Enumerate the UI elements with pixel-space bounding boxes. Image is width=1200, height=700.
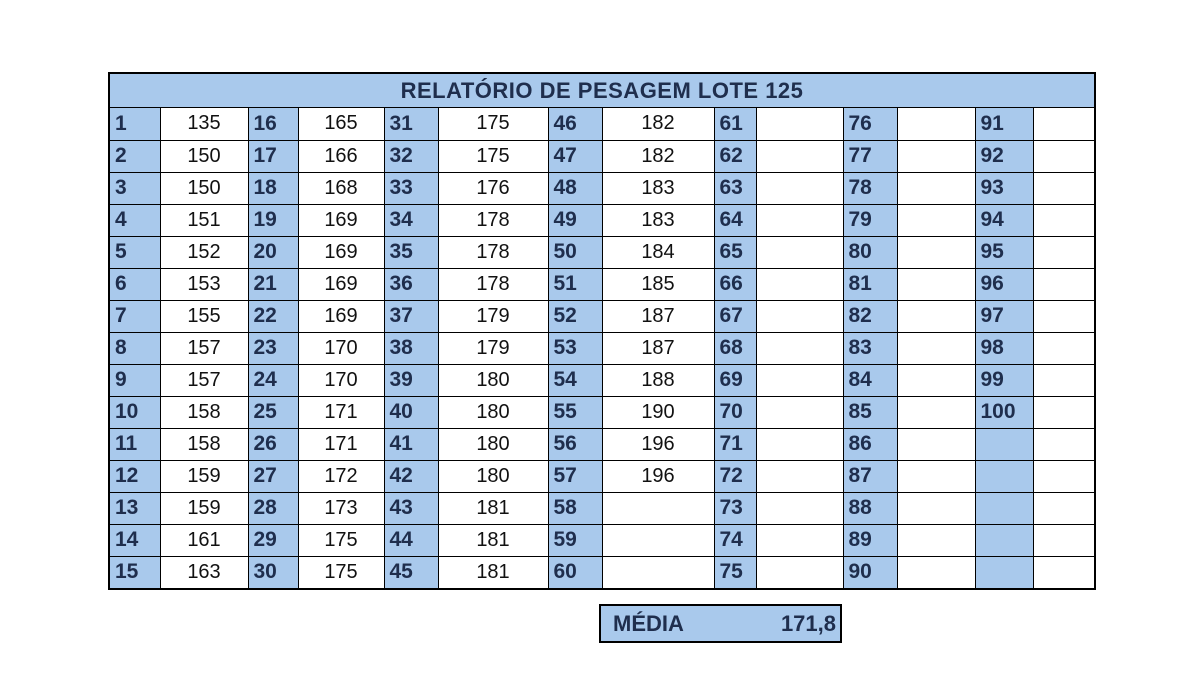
weight-cell <box>756 428 843 460</box>
weight-cell: 150 <box>160 140 248 172</box>
table-row <box>110 300 1094 332</box>
item-number-cell: 44 <box>384 524 438 556</box>
item-number-cell: 72 <box>714 460 756 492</box>
weight-cell <box>756 172 843 204</box>
item-number-cell: 40 <box>384 396 438 428</box>
item-number-cell: 50 <box>548 236 602 268</box>
weight-cell: 180 <box>438 364 548 396</box>
item-number-cell: 83 <box>843 332 897 364</box>
weight-cell <box>1033 332 1094 364</box>
item-number-cell: 65 <box>714 236 756 268</box>
weight-cell: 179 <box>438 332 548 364</box>
weight-cell <box>756 556 843 588</box>
weight-cell <box>897 204 975 236</box>
weight-cell <box>1033 204 1094 236</box>
item-number-cell: 46 <box>548 108 602 140</box>
weight-cell: 170 <box>298 364 384 396</box>
item-number-cell: 87 <box>843 460 897 492</box>
table-row <box>110 204 1094 236</box>
weight-cell <box>756 364 843 396</box>
item-number-cell: 31 <box>384 108 438 140</box>
table-row <box>110 268 1094 300</box>
weight-cell <box>756 204 843 236</box>
item-number-cell: 9 <box>110 364 160 396</box>
weight-cell <box>756 396 843 428</box>
weight-cell <box>602 492 714 524</box>
table-row <box>110 492 1094 524</box>
item-number-cell: 30 <box>248 556 298 588</box>
item-number-cell: 55 <box>548 396 602 428</box>
weight-cell <box>756 332 843 364</box>
table-row <box>110 396 1094 428</box>
weight-cell: 151 <box>160 204 248 236</box>
table-row <box>110 108 1094 140</box>
item-number-cell: 25 <box>248 396 298 428</box>
item-number-cell: 90 <box>843 556 897 588</box>
weight-cell <box>897 492 975 524</box>
item-number-cell: 82 <box>843 300 897 332</box>
item-number-cell: 27 <box>248 460 298 492</box>
weight-cell: 158 <box>160 428 248 460</box>
weight-cell <box>602 524 714 556</box>
weight-cell <box>756 236 843 268</box>
table-row <box>110 172 1094 204</box>
table-row <box>110 332 1094 364</box>
item-number-cell: 35 <box>384 236 438 268</box>
weight-cell <box>897 460 975 492</box>
weighing-table <box>110 108 1094 588</box>
weight-cell <box>756 140 843 172</box>
item-number-cell: 57 <box>548 460 602 492</box>
item-number-cell: 66 <box>714 268 756 300</box>
item-number-cell: 89 <box>843 524 897 556</box>
weight-cell: 152 <box>160 236 248 268</box>
item-number-cell: 34 <box>384 204 438 236</box>
weight-cell <box>1033 140 1094 172</box>
item-number-cell: 33 <box>384 172 438 204</box>
item-number-cell: 80 <box>843 236 897 268</box>
item-number-cell: 48 <box>548 172 602 204</box>
weight-cell <box>897 524 975 556</box>
item-number-cell: 14 <box>110 524 160 556</box>
item-number-cell <box>975 524 1033 556</box>
weight-cell <box>1033 492 1094 524</box>
item-number-cell: 69 <box>714 364 756 396</box>
weight-cell: 182 <box>602 108 714 140</box>
item-number-cell <box>975 492 1033 524</box>
weight-cell: 181 <box>438 492 548 524</box>
average-box <box>599 604 842 643</box>
item-number-cell: 100 <box>975 396 1033 428</box>
weight-cell: 175 <box>438 108 548 140</box>
weight-cell <box>897 396 975 428</box>
item-number-cell: 49 <box>548 204 602 236</box>
item-number-cell: 52 <box>548 300 602 332</box>
item-number-cell: 10 <box>110 396 160 428</box>
average-label: MÉDIA <box>613 611 684 636</box>
weight-cell <box>756 460 843 492</box>
item-number-cell: 22 <box>248 300 298 332</box>
weight-cell <box>1033 396 1094 428</box>
weight-cell <box>897 428 975 460</box>
weight-cell: 190 <box>602 396 714 428</box>
weight-cell: 176 <box>438 172 548 204</box>
average-value: 171,8 <box>780 611 836 636</box>
weight-cell <box>1033 556 1094 588</box>
item-number-cell <box>975 460 1033 492</box>
weight-cell: 155 <box>160 300 248 332</box>
weight-cell: 163 <box>160 556 248 588</box>
item-number-cell: 60 <box>548 556 602 588</box>
item-number-cell: 17 <box>248 140 298 172</box>
weight-cell: 175 <box>438 140 548 172</box>
item-number-cell: 16 <box>248 108 298 140</box>
weight-cell <box>897 364 975 396</box>
weight-cell: 178 <box>438 236 548 268</box>
weight-cell <box>897 332 975 364</box>
weight-cell: 180 <box>438 396 548 428</box>
item-number-cell: 97 <box>975 300 1033 332</box>
weight-cell <box>897 268 975 300</box>
weighing-report <box>108 72 1096 590</box>
item-number-cell: 38 <box>384 332 438 364</box>
item-number-cell: 68 <box>714 332 756 364</box>
item-number-cell: 93 <box>975 172 1033 204</box>
weight-cell: 180 <box>438 460 548 492</box>
item-number-cell: 91 <box>975 108 1033 140</box>
weight-cell: 183 <box>602 204 714 236</box>
table-row <box>110 460 1094 492</box>
weight-cell <box>1033 268 1094 300</box>
weight-cell: 178 <box>438 268 548 300</box>
weight-cell: 196 <box>602 460 714 492</box>
weight-cell <box>1033 108 1094 140</box>
item-number-cell: 70 <box>714 396 756 428</box>
weight-cell <box>897 236 975 268</box>
weight-cell: 169 <box>298 300 384 332</box>
item-number-cell: 51 <box>548 268 602 300</box>
item-number-cell <box>975 428 1033 460</box>
weight-cell: 161 <box>160 524 248 556</box>
item-number-cell: 24 <box>248 364 298 396</box>
weight-cell: 135 <box>160 108 248 140</box>
weight-cell: 153 <box>160 268 248 300</box>
weight-cell: 175 <box>298 556 384 588</box>
item-number-cell: 94 <box>975 204 1033 236</box>
weight-cell <box>897 108 975 140</box>
weight-cell <box>1033 364 1094 396</box>
item-number-cell: 20 <box>248 236 298 268</box>
table-row <box>110 556 1094 588</box>
weight-cell <box>897 172 975 204</box>
item-number-cell: 62 <box>714 140 756 172</box>
item-number-cell: 43 <box>384 492 438 524</box>
item-number-cell: 53 <box>548 332 602 364</box>
item-number-cell: 28 <box>248 492 298 524</box>
weight-cell: 166 <box>298 140 384 172</box>
weight-cell: 187 <box>602 332 714 364</box>
weight-cell <box>756 300 843 332</box>
weight-cell <box>897 300 975 332</box>
table-row <box>110 428 1094 460</box>
item-number-cell: 26 <box>248 428 298 460</box>
weight-cell: 157 <box>160 364 248 396</box>
item-number-cell: 5 <box>110 236 160 268</box>
item-number-cell: 47 <box>548 140 602 172</box>
item-number-cell: 29 <box>248 524 298 556</box>
item-number-cell: 45 <box>384 556 438 588</box>
weight-cell <box>1033 236 1094 268</box>
item-number-cell: 61 <box>714 108 756 140</box>
item-number-cell: 75 <box>714 556 756 588</box>
table-row <box>110 364 1094 396</box>
item-number-cell: 15 <box>110 556 160 588</box>
item-number-cell: 78 <box>843 172 897 204</box>
weight-cell: 178 <box>438 204 548 236</box>
weight-cell: 169 <box>298 204 384 236</box>
item-number-cell: 23 <box>248 332 298 364</box>
item-number-cell: 73 <box>714 492 756 524</box>
item-number-cell: 92 <box>975 140 1033 172</box>
item-number-cell: 79 <box>843 204 897 236</box>
weight-cell <box>897 556 975 588</box>
item-number-cell: 58 <box>548 492 602 524</box>
item-number-cell: 21 <box>248 268 298 300</box>
weight-cell: 184 <box>602 236 714 268</box>
weight-cell: 187 <box>602 300 714 332</box>
weight-cell <box>1033 300 1094 332</box>
weight-cell: 158 <box>160 396 248 428</box>
item-number-cell: 19 <box>248 204 298 236</box>
item-number-cell: 12 <box>110 460 160 492</box>
item-number-cell: 1 <box>110 108 160 140</box>
weight-cell: 170 <box>298 332 384 364</box>
table-row <box>110 236 1094 268</box>
item-number-cell: 54 <box>548 364 602 396</box>
item-number-cell: 81 <box>843 268 897 300</box>
weight-cell <box>756 108 843 140</box>
item-number-cell: 76 <box>843 108 897 140</box>
item-number-cell: 18 <box>248 172 298 204</box>
item-number-cell: 59 <box>548 524 602 556</box>
weight-cell: 182 <box>602 140 714 172</box>
item-number-cell: 13 <box>110 492 160 524</box>
item-number-cell: 37 <box>384 300 438 332</box>
weight-cell <box>756 492 843 524</box>
weight-cell: 179 <box>438 300 548 332</box>
weight-cell: 188 <box>602 364 714 396</box>
item-number-cell: 67 <box>714 300 756 332</box>
weight-cell: 169 <box>298 268 384 300</box>
weight-cell <box>602 556 714 588</box>
weight-cell: 173 <box>298 492 384 524</box>
item-number-cell: 11 <box>110 428 160 460</box>
weight-cell: 150 <box>160 172 248 204</box>
item-number-cell: 2 <box>110 140 160 172</box>
weight-cell: 175 <box>298 524 384 556</box>
item-number-cell: 95 <box>975 236 1033 268</box>
table-row <box>110 524 1094 556</box>
item-number-cell: 85 <box>843 396 897 428</box>
item-number-cell: 86 <box>843 428 897 460</box>
weight-cell: 159 <box>160 492 248 524</box>
item-number-cell: 56 <box>548 428 602 460</box>
weight-cell: 171 <box>298 428 384 460</box>
weight-cell: 169 <box>298 236 384 268</box>
item-number-cell: 98 <box>975 332 1033 364</box>
weight-cell: 172 <box>298 460 384 492</box>
item-number-cell: 3 <box>110 172 160 204</box>
weight-cell: 165 <box>298 108 384 140</box>
item-number-cell: 8 <box>110 332 160 364</box>
report-title: RELATÓRIO DE PESAGEM LOTE 125 <box>110 74 1094 108</box>
weight-cell <box>1033 428 1094 460</box>
weight-cell: 183 <box>602 172 714 204</box>
weight-cell: 181 <box>438 524 548 556</box>
weight-cell: 157 <box>160 332 248 364</box>
weight-cell: 168 <box>298 172 384 204</box>
weight-cell <box>756 524 843 556</box>
item-number-cell: 99 <box>975 364 1033 396</box>
item-number-cell: 41 <box>384 428 438 460</box>
item-number-cell: 88 <box>843 492 897 524</box>
item-number-cell: 6 <box>110 268 160 300</box>
item-number-cell: 39 <box>384 364 438 396</box>
item-number-cell: 63 <box>714 172 756 204</box>
table-row <box>110 140 1094 172</box>
weight-cell: 196 <box>602 428 714 460</box>
weight-cell <box>1033 524 1094 556</box>
item-number-cell: 77 <box>843 140 897 172</box>
item-number-cell: 84 <box>843 364 897 396</box>
item-number-cell: 4 <box>110 204 160 236</box>
item-number-cell: 74 <box>714 524 756 556</box>
weight-cell: 159 <box>160 460 248 492</box>
weight-cell <box>1033 460 1094 492</box>
weight-cell: 185 <box>602 268 714 300</box>
weight-cell <box>1033 172 1094 204</box>
weight-cell: 181 <box>438 556 548 588</box>
item-number-cell: 64 <box>714 204 756 236</box>
item-number-cell: 42 <box>384 460 438 492</box>
weight-cell: 171 <box>298 396 384 428</box>
weight-cell <box>756 268 843 300</box>
weight-cell <box>897 140 975 172</box>
weight-cell: 180 <box>438 428 548 460</box>
item-number-cell: 71 <box>714 428 756 460</box>
item-number-cell: 36 <box>384 268 438 300</box>
item-number-cell <box>975 556 1033 588</box>
item-number-cell: 96 <box>975 268 1033 300</box>
item-number-cell: 32 <box>384 140 438 172</box>
item-number-cell: 7 <box>110 300 160 332</box>
